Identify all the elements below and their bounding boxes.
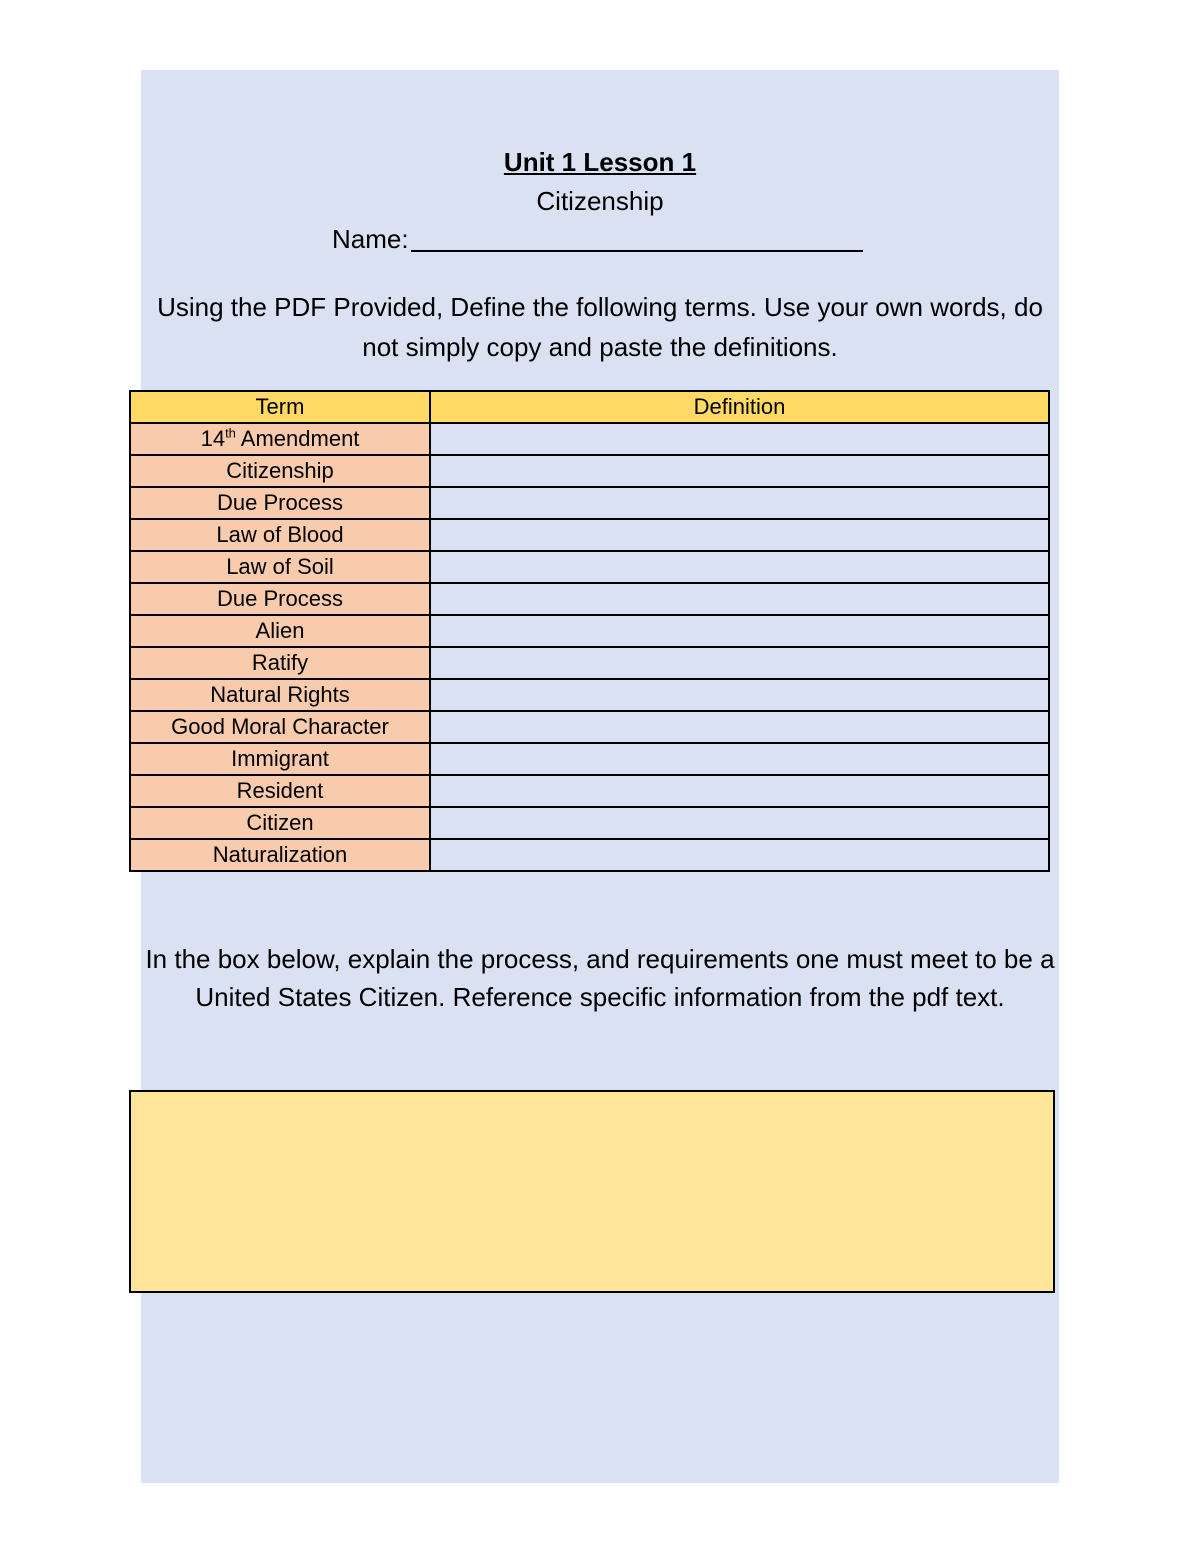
term-cell: Law of Soil bbox=[130, 551, 430, 583]
term-cell: Immigrant bbox=[130, 743, 430, 775]
definition-cell[interactable] bbox=[430, 583, 1049, 615]
table-row bbox=[130, 743, 1049, 775]
definition-cell[interactable] bbox=[430, 711, 1049, 743]
answer-box[interactable] bbox=[129, 1090, 1055, 1293]
definition-cell[interactable] bbox=[430, 423, 1049, 455]
name-field-row bbox=[332, 223, 863, 255]
term-cell: Resident bbox=[130, 775, 430, 807]
table-row bbox=[130, 455, 1049, 487]
definition-column-header: Definition bbox=[430, 391, 1049, 423]
definition-cell[interactable] bbox=[430, 647, 1049, 679]
term-cell: Alien bbox=[130, 615, 430, 647]
table-row bbox=[130, 775, 1049, 807]
table-header-row bbox=[130, 391, 1049, 423]
table-row bbox=[130, 423, 1049, 455]
definition-cell[interactable] bbox=[430, 519, 1049, 551]
table-row bbox=[130, 551, 1049, 583]
page-title: Unit 1 Lesson 1 bbox=[503, 147, 697, 177]
name-blank-line[interactable] bbox=[411, 224, 863, 252]
table-row bbox=[130, 647, 1049, 679]
definition-cell[interactable] bbox=[430, 455, 1049, 487]
definition-cell[interactable] bbox=[430, 551, 1049, 583]
term-cell bbox=[130, 423, 430, 455]
table-row bbox=[130, 839, 1049, 871]
definition-cell[interactable] bbox=[430, 679, 1049, 711]
table-row bbox=[130, 615, 1049, 647]
definition-cell[interactable] bbox=[430, 775, 1049, 807]
page-subtitle: Citizenship bbox=[536, 186, 664, 216]
definition-cell[interactable] bbox=[430, 807, 1049, 839]
table-row bbox=[130, 519, 1049, 551]
term-cell: Due Process bbox=[130, 583, 430, 615]
terms-table bbox=[129, 390, 1050, 872]
essay-prompt-text: In the box below, explain the process, and requirements one must meet to be a United States Citizen. Reference specific information from the pdf text. bbox=[145, 944, 1055, 1012]
definition-cell[interactable] bbox=[430, 487, 1049, 519]
term-cell: Citizen bbox=[130, 807, 430, 839]
table-row bbox=[130, 679, 1049, 711]
term-cell: Good Moral Character bbox=[130, 711, 430, 743]
term-superscript: th bbox=[225, 425, 236, 441]
name-label: Name: bbox=[332, 224, 409, 254]
term-cell: Citizenship bbox=[130, 455, 430, 487]
definition-cell[interactable] bbox=[430, 839, 1049, 871]
term-cell: Due Process bbox=[130, 487, 430, 519]
term-cell: Ratify bbox=[130, 647, 430, 679]
instructions-text: Using the PDF Provided, Define the following terms. Use your own words, do not simply copy and paste the definitions. bbox=[157, 292, 1043, 362]
term-cell: Natural Rights bbox=[130, 679, 430, 711]
term-column-header: Term bbox=[130, 391, 430, 423]
table-row bbox=[130, 807, 1049, 839]
table-row bbox=[130, 487, 1049, 519]
table-row bbox=[130, 583, 1049, 615]
term-cell: Law of Blood bbox=[130, 519, 430, 551]
term-cell: Naturalization bbox=[130, 839, 430, 871]
term-number: 14 bbox=[200, 426, 226, 451]
definition-cell[interactable] bbox=[430, 743, 1049, 775]
term-rest: Amendment bbox=[235, 426, 360, 451]
table-row bbox=[130, 711, 1049, 743]
definition-cell[interactable] bbox=[430, 615, 1049, 647]
